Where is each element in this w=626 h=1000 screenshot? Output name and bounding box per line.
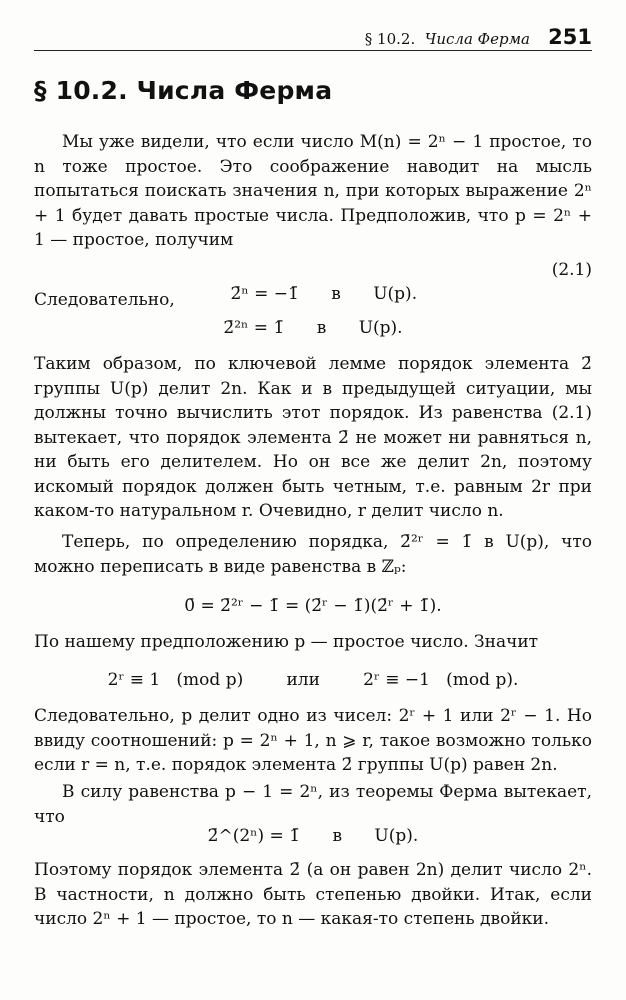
formula-2-1-body: 2̄ⁿ = −1̄ в U(p). xyxy=(230,284,418,304)
paragraph-assumption: По нашему предположению p — простое число. Значит xyxy=(34,632,539,652)
running-header-section: § 10.2. Числа Ферма xyxy=(364,30,530,48)
formula-order-2n: 2̄²ⁿ = 1̄ в U(p). xyxy=(223,318,403,338)
running-header xyxy=(34,22,592,51)
formula-fermat: 2̄^(2ⁿ) = 1̄ в U(p). xyxy=(207,826,419,846)
paragraph-order-definition: Теперь, по определению порядка, 2̄²ʳ = 1̄ в U(p), что можно переписать в виде равенства в ℤₚ: xyxy=(34,532,592,577)
equation-number: (2.1) xyxy=(551,260,592,280)
page-number: 251 xyxy=(548,25,592,49)
paragraph-fermat-theorem: В силу равенства p − 1 = 2ⁿ, из теоремы Ферма вытекает, что xyxy=(34,782,592,827)
paragraph-conclusion: Поэтому порядок элемента 2̄ (а он равен 2n) делит число 2ⁿ. В частности, n должно быть степенью двойки. Итак, если число 2ⁿ + 1 — простое, то n — какая-то степень двойки. xyxy=(34,860,592,929)
section-title: § 10.2. Числа Ферма xyxy=(34,76,333,105)
formula-congruences: 2ʳ ≡ 1 (mod p) или 2ʳ ≡ −1 (mod p). xyxy=(107,670,519,690)
paragraph-divides: Следовательно, p делит одно из чисел: 2ʳ + 1 или 2ʳ − 1. Но ввиду соотношений: p = 2ⁿ + 1, n ⩾ r, такое возможно только если r = n, т.е. порядок элемента 2̄ группы U(p) равен 2n. xyxy=(34,706,592,775)
paragraph-key-lemma: Таким образом, по ключевой лемме порядок элемента 2̄ группы U(p) делит 2n. Как и в предыдущей ситуации, мы должны точно вычислить этот порядок. Из равенства (2.1) вытекает, что порядок элемента 2̄ не может ни равняться n, ни быть его делителем. Но он все же делит 2n, поэтому искомый порядок должен быть четным, т.е. равным 2r при каком-то натуральном r. Очевидно, r делит число n. xyxy=(34,354,592,521)
running-header-section-name: Числа Ферма xyxy=(424,30,530,48)
paragraph-intro: Мы уже видели, что если число M(n) = 2ⁿ − 1 простое, то n тоже простое. Это соображение наводит на мысль попытаться поискать значения n, при которых выражение 2ⁿ + 1 будет давать простые числа. Предположив, что p = 2ⁿ + 1 — простое, получим xyxy=(34,132,592,250)
paragraph-consequently-1: Следовательно, xyxy=(34,290,175,310)
formula-factorization: 0̄ = 2̄²ʳ − 1̄ = (2̄ʳ − 1̄)(2̄ʳ + 1̄). xyxy=(184,596,442,616)
